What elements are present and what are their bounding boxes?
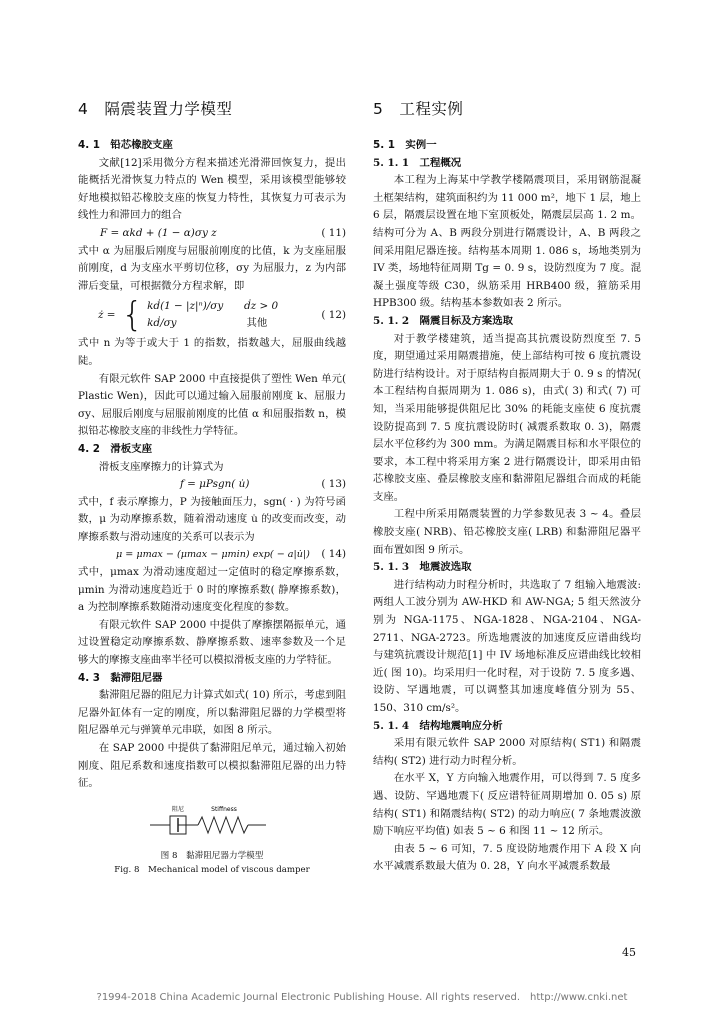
equation-12-cases <box>147 298 312 332</box>
paragraph: 对于教学楼建筑，适当提高其抗震设防烈度至 7. 5 度，期望通过采用隔震措施，使上部结构可按 6 度抗震设防进行结构设计。对于原结构自振周期大于 0. 9 s 的情况( 本工程结构自振周期为 1. 086 s)，由式( 3) 和式( 7) 可知，当采用能够提供阻尼比 30% 的耗能支座使 6 度抗震设防提高到 7. 5 度抗震设防时( 减震系数取 0. 3)，隔震层水平位移约为 300 mm。为满足隔震目标和水平限位的要求，本工程中将采用方案 2 进行隔震设计，即采用由铅芯橡胶支座、叠层橡胶支座和黏滞阻尼器组合而成的耗能支座。 <box>373 332 641 503</box>
equation-11-number: ( 11) <box>321 226 346 239</box>
stiffness-label: Stiffness <box>211 805 237 813</box>
equation-13-number: ( 13) <box>321 478 346 491</box>
equation-12-case-1: kḋ(1 − |z|ⁿ)/σy ḋz > 0 <box>147 300 279 313</box>
figure-8-caption-cn: 图 8 黏滞阻尼器力学模型 <box>160 850 264 861</box>
equation-11 <box>78 225 346 243</box>
equation-13-formula: f = μPsgn( u̇) <box>180 478 250 491</box>
left-column <box>78 98 346 877</box>
equation-13 <box>78 476 346 494</box>
right-column <box>373 98 641 876</box>
equation-12-case-2-cond: 其他 <box>246 317 268 330</box>
damper-spring-model <box>148 801 268 845</box>
paragraph: 式中，μmax 为滑动速度超过一定值时的稳定摩擦系数，μmin 为滑动速度趋近于 0 时的摩擦系数( 静摩擦系数)，a 为控制摩擦系数随滑动速度变化程度的参数。 <box>78 566 346 614</box>
paragraph: 在 SAP 2000 中提供了黏滞阻尼单元，通过输入初始刚度、阻尼系数和速度指数可以模拟黏滞阻尼器的出力特征。 <box>78 742 346 790</box>
paragraph: 式中，f 表示摩擦力，P 为接触面压力，sgn( · ) 为符号函数，μ 为动摩擦系数，随着滑动速度 u̇ 的改变而改变，动摩擦系数与滑动速度的关系可以表示为 <box>78 495 346 543</box>
figure-8-diagram <box>148 801 268 845</box>
damper-label: 阻尼 <box>171 805 185 813</box>
paragraph: 进行结构动力时程分析时，共选取了 7 组输入地震波: 两组人工波分别为 AW-HKD 和 AW-NGA; 5 组天然波分别为 NGA-1175、NGA-1828、NGA-2104、NGA-2711、NGA-2723。所选地震波的加速度反应谱曲线均与建筑抗震设计规范[1] 中 IV 场地标准反应谱曲线比较相近( 图 10)。均采用归一化时程，对于设防 7. 5 度多遇、设防、罕遇地震，可以调整其加速度峰值分别为 55、150、310 cm/s²。 <box>373 578 641 714</box>
figure-8-caption-en: Fig. 8 Mechanical model of viscous damper <box>114 864 310 875</box>
equation-14-formula: μ = μmax − (μmax − μmin) exp( − a|u̇|) <box>116 549 310 561</box>
section-5-1-title: 5. 1 实例一 <box>373 139 437 151</box>
section-5-1-1-title: 5. 1. 1 工程概况 <box>373 156 462 169</box>
section-4-3-title: 4. 3 黏滞阻尼器 <box>78 671 163 684</box>
copyright-footer: ?1994-2018 China Academic Journal Electronic Publishing House. All rights reserved. http://www.cnki.net <box>96 992 628 1003</box>
section-4-1-title: 4. 1 铅芯橡胶支座 <box>78 139 173 151</box>
equation-12-case-2-expr: kḋ/σy <box>147 317 177 330</box>
paragraph: 在水平 X，Y 方向输入地震作用，可以得到 7. 5 度多遇、设防、罕遇地震下( 反应谱特征周期增加 0. 05 s) 原结构( ST1) 和隔震结构( ST2) 的动力响应( 7 条地震波激励下响应平均值) 如表 5 ~ 6 和图 11 ~ 12 所示。 <box>373 772 641 838</box>
paragraph: 文献[12]采用微分方程来描述光滑滞回恢复力，提出能概括光滑恢复力特点的 Wen 模型，采用该模型能够较好地模拟铅芯橡胶支座的恢复力特性，其恢复力可表示为线性力和滞回力的组合 <box>78 156 346 222</box>
paragraph: 黏滞阻尼器的阻尼力计算式如式( 10) 所示，考虑到阻尼器外缸体有一定的刚度，所以黏滞阻尼器的力学模型将阻尼器单元与弹簧单元串联，如图 8 所示。 <box>78 689 346 737</box>
section-5-1-4-title: 5. 1. 4 结构地震响应分析 <box>373 719 503 732</box>
section-5-1-2-title: 5. 1. 2 隔震目标及方案选取 <box>373 314 514 327</box>
paragraph: 有限元软件 SAP 2000 中提供了摩擦摆隔振单元，通过设置稳定动摩擦系数、静摩擦系数、速率参数及一个足够大的摩擦支座曲率半径可以模拟滑板支座的力学特征。 <box>78 618 346 667</box>
brace-symbol: { <box>121 295 144 336</box>
paragraph: 滑板支座摩擦力的计算式为 <box>98 460 224 473</box>
page-number: 45 <box>622 946 636 959</box>
paragraph: 式中 n 为等于或大于 1 的指数，指数越大，屈服曲线越陡。 <box>78 337 346 367</box>
equation-11-formula: F = αkd + (1 − α)σy z <box>100 226 217 239</box>
paragraph: 工程中所采用隔震装置的力学参数见表 3 ~ 4。叠层橡胶支座( NRB)、铅芯橡胶支座( LRB) 和黏滞阻尼器平面布置如图 9 所示。 <box>373 508 641 556</box>
equation-12-case-2 <box>147 315 312 332</box>
equation-12-number: ( 12) <box>321 308 346 321</box>
equation-12 <box>78 295 346 335</box>
paragraph: 由表 5 ~ 6 可知，7. 5 度设防地震作用下 A 段 X 向水平减震系数最大值为 0. 28，Y 向水平减震系数最 <box>373 842 641 873</box>
paragraph: 式中 α 为屈服后刚度与屈服前刚度的比值，k 为支座屈服前刚度，d 为支座水平剪切位移，σy 为屈服力，z 为内部滞后变量，可根据微分方程求解，即 <box>78 244 346 292</box>
paragraph: 采用有限元软件 SAP 2000 对原结构( ST1) 和隔震结构( ST2) 进行动力时程分析。 <box>373 737 641 767</box>
section-4-2-title: 4. 2 滑板支座 <box>78 442 152 455</box>
equation-14-number: ( 14) <box>321 548 346 561</box>
equation-12-lhs: ż = <box>98 308 116 321</box>
section-5-1-3-title: 5. 1. 3 地震波选取 <box>373 561 472 574</box>
section-4-title: 4 隔震装置力学模型 <box>78 100 233 118</box>
equation-14 <box>78 546 346 564</box>
paragraph: 有限元软件 SAP 2000 中直接提供了塑性 Wen 单元( Plastic Wen)，因此可以通过输入屈服前刚度 k、屈服力 σy、屈服后刚度与屈服前刚度的比值 α 和屈服指数 n，模拟铅芯橡胶支座的非线性力学特征。 <box>78 372 346 438</box>
spring-coil <box>198 817 248 833</box>
paragraph: 本工程为上海某中学教学楼隔震项目，采用钢筋混凝土框架结构，建筑面积约为 11 000 m²，地下 1 层，地上 6 层，隔震层设置在地下室顶板处，隔震层层高 1. 2 m。结构可分为 A、B 两段分别进行隔震设计，A、B 两段之间采用阻尼器连接。结构基本周期 1. 086 s，场地类别为 IV 类，场地特征周期 Tg = 0. 9 s，设防烈度为 7 度。混凝土强度等级 C30，纵筋采用 HRB400 级，箍筋采用 HPB300 级。结构基本参数如表 2 所示。 <box>373 174 641 310</box>
section-5-title: 5 工程实例 <box>373 100 464 118</box>
